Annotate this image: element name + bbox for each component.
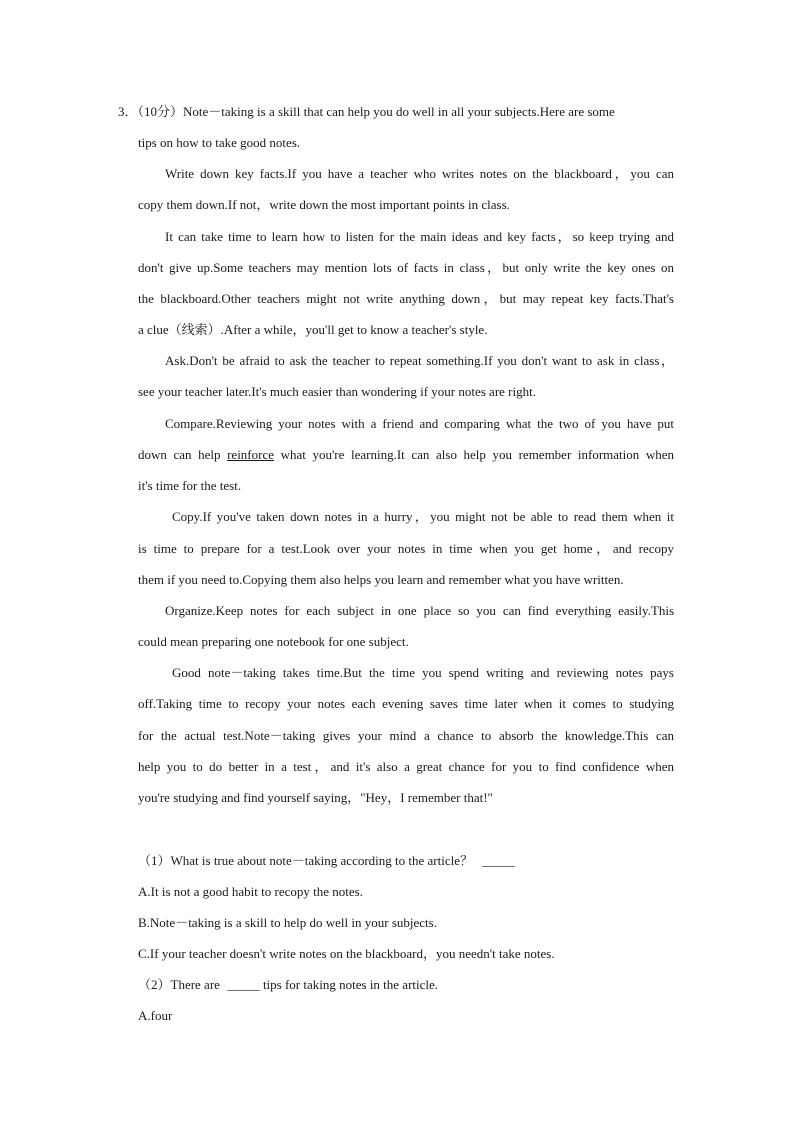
question-stem-text: tips for taking notes in the article. — [262, 977, 439, 992]
passage-line: Copy.If you've taken down notes in a hurry，you might not be able to read them when it — [172, 509, 674, 524]
passage-line: it's time for the test. — [138, 478, 242, 493]
passage-line: Note－taking is a skill that can help you do well in all your subjects.Here are some — [183, 104, 615, 119]
passage-line: Good note－taking takes time.But the time you spend writing and reviewing notes pays — [172, 665, 674, 680]
passage-line: see your teacher later.It's much easier than wondering if your notes are right. — [138, 384, 536, 399]
option-a: A.It is not a good habit to recopy the notes. — [138, 884, 363, 899]
passage-line: a clue（线索）.After a while，you'll get to know a teacher's style. — [138, 322, 488, 337]
underlined-word: reinforce — [227, 447, 275, 462]
question-stem-text: （1）What is true about note－taking according to the article？ — [138, 853, 474, 868]
passage-line: off.Taking time to recopy your notes each evening saves time later when it comes to studying — [138, 696, 674, 711]
passage-line: for the actual test.Note－taking gives your mind a chance to absorb the knowledge.This can — [138, 728, 674, 743]
question-header — [118, 104, 674, 120]
option-c: C.If your teacher doesn't write notes on the blackboard，you needn't take notes. — [138, 946, 555, 961]
passage-line: is time to prepare for a test.Look over your notes in time when you get home，and recopy — [138, 541, 674, 556]
passage-text: down can help — [138, 447, 228, 462]
passage-line: It can take time to learn how to listen for the main ideas and key facts，so keep trying and — [165, 229, 674, 244]
passage-line: the blackboard.Other teachers might not write anything down，but may repeat key facts.That's — [138, 291, 674, 306]
question-stem-text: （2）There are — [138, 977, 224, 992]
passage-line: tips on how to take good notes. — [138, 135, 301, 150]
answer-blank[interactable]: _____ — [482, 853, 515, 868]
passage-text: what you're learning.It can also help you remember information when — [274, 447, 675, 462]
passage-line: copy them down.If not，write down the most important points in class. — [138, 197, 510, 212]
option-a: A.four — [138, 1008, 173, 1023]
passage-line: Ask.Don't be afraid to ask the teacher to repeat something.If you don't want to ask in class， — [165, 353, 674, 368]
passage-line: Compare.Reviewing your notes with a friend and comparing what the two of you have put — [165, 416, 674, 431]
passage-line — [138, 447, 674, 463]
option-b: B.Note－taking is a skill to help do well in your subjects. — [138, 915, 437, 930]
question-stem — [138, 853, 674, 869]
passage-line: you're studying and find yourself saying，"Hey，I remember that!" — [138, 790, 493, 805]
passage-line: Organize.Keep notes for each subject in one place so you can find everything easily.This — [165, 603, 674, 618]
passage-line: don't give up.Some teachers may mention lots of facts in class，but only write the key ones on — [138, 260, 674, 275]
answer-blank[interactable]: _____ — [227, 977, 260, 992]
passage-line: Write down key facts.If you have a teacher who writes notes on the blackboard，you can — [165, 166, 674, 181]
question-number: 3．（10分） — [118, 104, 184, 119]
passage-line: could mean preparing one notebook for one subject. — [138, 634, 409, 649]
question-stem — [138, 977, 674, 993]
passage-line: them if you need to.Copying them also helps you learn and remember what you have written. — [138, 572, 624, 587]
passage-line: help you to do better in a test，and it's also a great chance for you to find confidence when — [138, 759, 674, 774]
